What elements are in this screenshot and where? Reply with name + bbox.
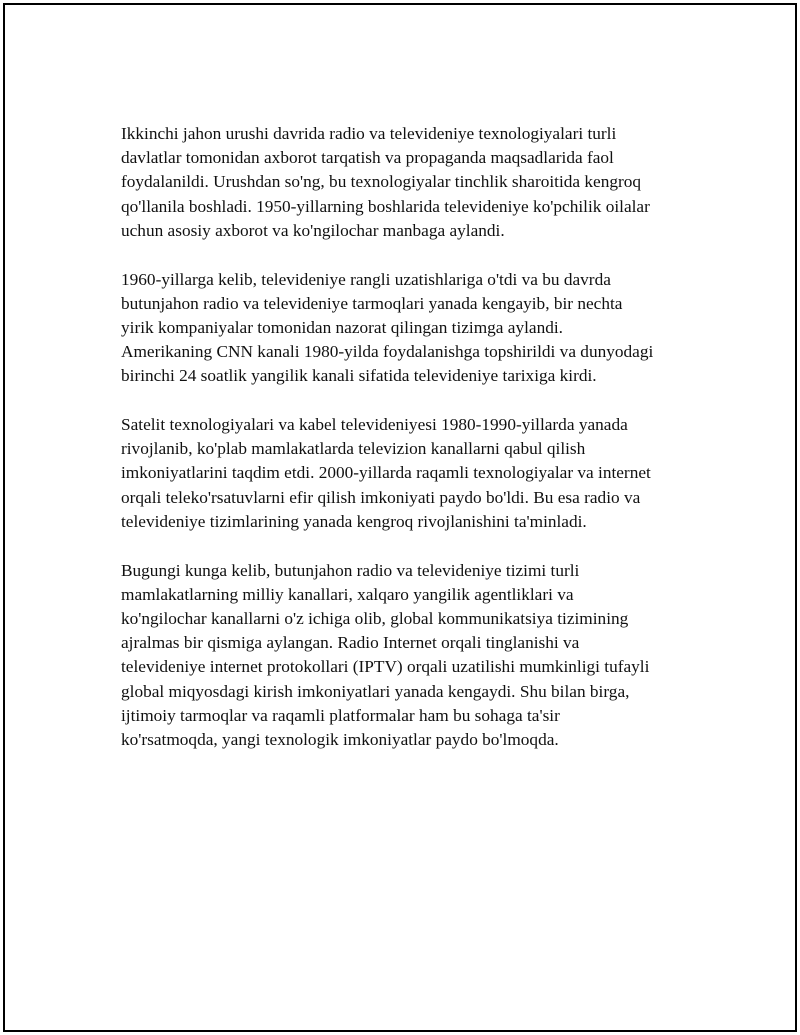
text-line: imkoniyatlarini taqdim etdi. 2000-yillarda raqamli texnologiyalar va internet: [121, 463, 651, 483]
document-body: [121, 122, 701, 777]
text-line: ijtimoiy tarmoqlar va raqamli platformalar ham bu sohaga ta'sir: [121, 705, 560, 725]
text-line: mamlakatlarning milliy kanallari, xalqaro yangilik agentliklari va: [121, 584, 574, 604]
paragraph-2: [121, 268, 701, 389]
text-line: ko'ngilochar kanallarni o'z ichiga olib, global kommunikatsiya tizimining: [121, 608, 629, 628]
paragraph-1: [121, 122, 701, 243]
text-line: Satelit texnologiyalari va kabel televideniyesi 1980-1990-yillarda yanada: [121, 415, 628, 435]
text-line: Bugungi kunga kelib, butunjahon radio va televideniye tizimi turli: [121, 560, 580, 580]
text-line: ajralmas bir qismiga aylangan. Radio Internet orqali tinglanishi va: [121, 633, 580, 653]
paragraph-4: [121, 559, 701, 753]
text-line: foydalanildi. Urushdan so'ng, bu texnologiyalar tinchlik sharoitida kengroq: [121, 172, 642, 192]
text-line: ko'rsatmoqda, yangi texnologik imkoniyatlar paydo bo'lmoqda.: [121, 729, 559, 749]
text-line: qo'llanila boshladi. 1950-yillarning boshlarida televideniye ko'pchilik oilalar: [121, 196, 650, 216]
text-line: rivojlanib, ko'plab mamlakatlarda televizion kanallarni qabul qilish: [121, 439, 586, 459]
text-line: Ikkinchi jahon urushi davrida radio va televideniye texnologiyalari turli: [121, 124, 617, 143]
paragraph-3: [121, 413, 701, 534]
text-line: televideniye internet protokollari (IPTV) orqali uzatilishi mumkinligi tufayli: [121, 657, 650, 677]
text-line: Amerikaning CNN kanali 1980-yilda foydalanishga topshirildi va dunyodagi: [121, 342, 654, 362]
text-line: butunjahon radio va televideniye tarmoqlari yanada kengayib, bir nechta: [121, 293, 623, 313]
text-line: uchun asosiy axborot va ko'ngilochar manbaga aylandi.: [121, 220, 505, 240]
text-line: davlatlar tomonidan axborot tarqatish va propaganda maqsadlarida faol: [121, 148, 614, 168]
text-line: birinchi 24 soatlik yangilik kanali sifatida televideniye tarixiga kirdi.: [121, 366, 597, 386]
document-page: [3, 3, 797, 1032]
text-line: orqali teleko'rsatuvlarni efir qilish imkoniyati paydo bo'ldi. Bu esa radio va: [121, 487, 641, 507]
text-line: televideniye tizimlarining yanada kengroq rivojlanishini ta'minladi.: [121, 511, 587, 531]
text-line: global miqyosdagi kirish imkoniyatlari yanada kengaydi. Shu bilan birga,: [121, 681, 630, 701]
text-line: yirik kompaniyalar tomonidan nazorat qilingan tizimga aylandi.: [121, 317, 563, 337]
text-line: 1960-yillarga kelib, televideniye rangli uzatishlariga o'tdi va bu davrda: [121, 269, 611, 289]
